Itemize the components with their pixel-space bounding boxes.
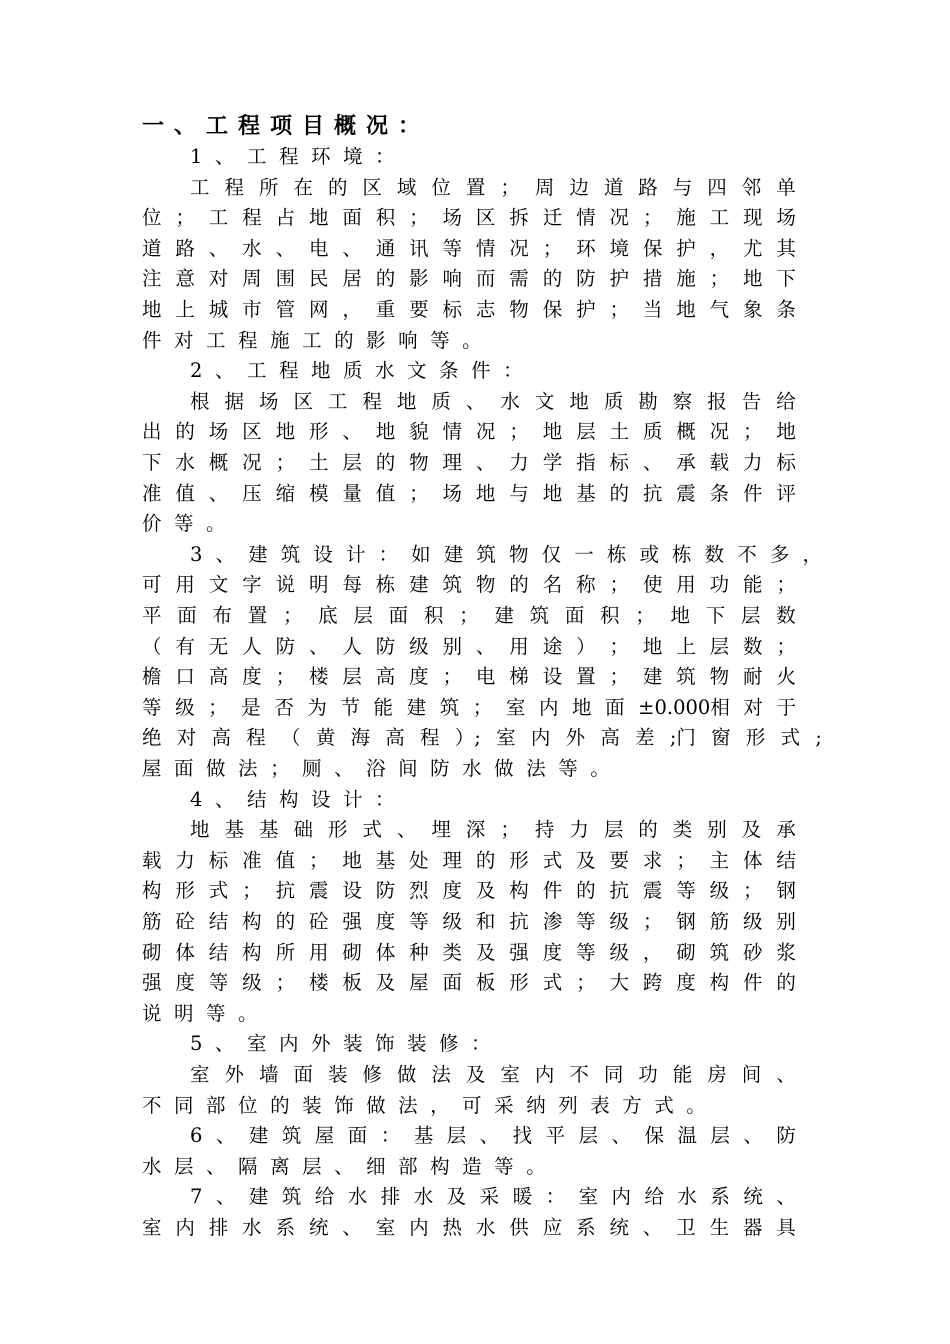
text-line: 根 据 场 区 工 程 地 质 、 水 文 地 质 勘 察 报 告 给 (190, 389, 796, 413)
text-line: 7 、 建 筑 给 水 排 水 及 采 暖 ： 室 内 给 水 系 统 、 (190, 1185, 796, 1209)
text-line: 绝 对 高 程 （ 黄 海 高 程 ）; 室 内 外 高 差 ;门 窗 形 式 ; (142, 726, 822, 750)
text-line: （ 有 无 人 防 、 人 防 级 别 、 用 途 ） ； 地 上 层 数 ； (142, 634, 796, 658)
text-line: 水 层 、 隔 离 层 、 细 部 构 造 等 。 (142, 1154, 546, 1178)
text-line: 可 用 文 字 说 明 每 栋 建 筑 物 的 名 称 ； 使 用 功 能 ； (142, 573, 796, 597)
text-line: 道 路 、 水 、 电 、 通 讯 等 情 况 ； 环 境 保 护 ， 尤 其 (142, 236, 796, 260)
section-heading: 一、工程项目概况： (142, 113, 431, 139)
text-line: 地 上 城 市 管 网 ， 重 要 标 志 物 保 护 ； 当 地 气 象 条 (142, 298, 796, 321)
text-line: 3 、 建 筑 设 计 ： 如 建 筑 物 仅 一 栋 或 栋 数 不 多 ， (190, 542, 822, 566)
text-line: 载 力 标 准 值 ； 地 基 处 理 的 形 式 及 要 求 ； 主 体 结 (142, 848, 796, 872)
text-line: 等 级 ； 是 否 为 节 能 建 筑 ； 室 内 地 面 ±0.000相 对 于 (142, 695, 796, 719)
text-line: 下 水 概 况 ； 土 层 的 物 理 、 力 学 指 标 、 承 载 力 标 (142, 451, 796, 474)
text-line: 室 外 墙 面 装 修 做 法 及 室 内 不 同 功 能 房 间 、 (190, 1063, 796, 1086)
text-line: 工 程 所 在 的 区 域 位 置 ； 周 边 道 路 与 四 邻 单 (190, 175, 796, 199)
text-line: 件 对 工 程 施 工 的 影 响 等 。 (142, 328, 482, 352)
text-line: 价 等 。 (142, 512, 226, 536)
text-line: 地 基 基 础 形 式 、 埋 深 ； 持 力 层 的 类 别 及 承 (190, 818, 796, 842)
text-line: 屋 面 做 法 ； 厕 、 浴 间 防 水 做 法 等 。 (142, 757, 610, 780)
text-line: 准 值 、 压 缩 模 量 值 ； 场 地 与 地 基 的 抗 震 条 件 评 (142, 481, 796, 505)
text-line: 4 、 结 构 设 计 ： (190, 787, 395, 811)
text-line: 位 ； 工 程 占 地 面 积 ； 场 区 拆 迁 情 况 ； 施 工 现 场 (142, 206, 796, 230)
text-line: 构 形 式 ； 抗 震 设 防 烈 度 及 构 件 的 抗 震 等 级 ； 钢 (142, 879, 796, 903)
text-line: 檐 口 高 度 ； 楼 层 高 度 ； 电 梯 设 置 ； 建 筑 物 耐 火 (142, 665, 796, 689)
text-line: 6 、 建 筑 屋 面 ： 基 层 、 找 平 层 、 保 温 层 、 防 (190, 1124, 796, 1148)
text-line: 说 明 等 。 (142, 1001, 258, 1025)
text-line: 注 意 对 周 围 民 居 的 影 响 而 需 的 防 护 措 施 ； 地 下 (142, 267, 796, 291)
text-line: 出 的 场 区 地 形 、 地 貌 情 况 ； 地 层 土 质 概 况 ； 地 (142, 420, 796, 444)
text-line: 2 、 工 程 地 质 水 文 条 件 ： (190, 359, 523, 383)
text-line: 平 面 布 置 ； 底 层 面 积 ； 建 筑 面 积 ； 地 下 层 数 (142, 604, 796, 627)
text-line: 不 同 部 位 的 装 饰 做 法 ， 可 采 纳 列 表 方 式 。 (142, 1093, 706, 1117)
text-line: 5 、 室 内 外 装 饰 装 修 ： (190, 1032, 491, 1056)
text-line: 砌 体 结 构 所 用 砌 体 种 类 及 强 度 等 级 ， 砌 筑 砂 浆 (142, 940, 796, 964)
text-line: 室 内 排 水 系 统 、 室 内 热 水 供 应 系 统 、 卫 生 器 具 (142, 1216, 796, 1239)
text-line: 1 、 工 程 环 境 ： (190, 145, 395, 168)
text-line: 筋 砼 结 构 的 砼 强 度 等 级 和 抗 渗 等 级 ； 钢 筋 级 别 (142, 910, 796, 933)
text-line: 强 度 等 级 ； 楼 板 及 屋 面 板 形 式 ； 大 跨 度 构 件 的 (142, 971, 796, 995)
